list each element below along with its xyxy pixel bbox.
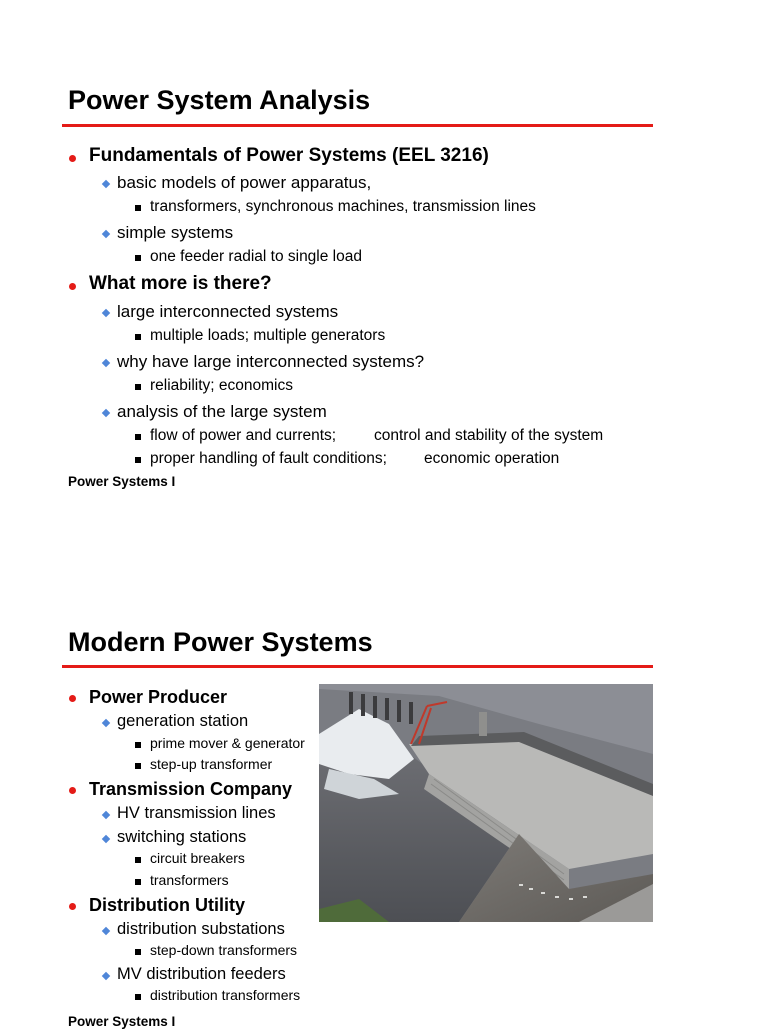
bullet-dot-icon [69,155,76,162]
square-bullet-icon [135,763,141,769]
bullet-level3: flow of power and currents; [150,427,337,444]
bullet-level2: why have large interconnected systems? [117,352,425,371]
slide-title: Modern Power Systems [68,627,373,657]
bullet-level2: generation station [117,712,249,730]
diamond-bullet-icon [102,972,110,980]
square-bullet-icon [135,949,141,955]
bullet-level1: Distribution Utility [89,895,245,915]
diamond-bullet-icon [102,719,110,727]
diamond-bullet-icon [102,409,110,417]
diamond-bullet-icon [102,359,110,367]
bullet-level3-continuation: control and stability of the system [374,427,604,444]
bullet-level3: prime mover & generator [150,735,305,751]
slide-footer: Power Systems I [68,474,176,489]
bullet-level3: one feeder radial to single load [150,248,362,265]
diamond-bullet-icon [102,180,110,188]
bullet-level2: distribution substations [117,920,285,938]
bullet-dot-icon [69,283,76,290]
bullet-level3-continuation: economic operation [424,450,560,467]
bullet-dot-icon [69,695,76,702]
bullet-level2: large interconnected systems [117,302,339,321]
square-bullet-icon [135,334,141,340]
bullet-level2: basic models of power apparatus, [117,173,372,192]
title-underline [62,124,653,127]
slide-footer: Power Systems I [68,1014,176,1029]
bullet-level3: multiple loads; multiple generators [150,327,386,344]
diamond-bullet-icon [102,230,110,238]
square-bullet-icon [135,255,141,261]
hydroelectric-dam-photo [319,684,653,922]
square-bullet-icon [135,457,141,463]
square-bullet-icon [135,205,141,211]
bullet-level2: MV distribution feeders [117,965,286,983]
diamond-bullet-icon [102,927,110,935]
square-bullet-icon [135,857,141,863]
bullet-dot-icon [69,787,76,794]
slide-title: Power System Analysis [68,85,371,115]
bullet-level1: What more is there? [89,273,272,294]
bullet-level2: HV transmission lines [117,804,276,822]
bullet-level2: analysis of the large system [117,402,327,421]
bullet-level2: switching stations [117,828,247,846]
square-bullet-icon [135,434,141,440]
diamond-bullet-icon [102,309,110,317]
diamond-bullet-icon [102,835,110,843]
bullet-level3: reliability; economics [150,377,293,394]
bullet-level1: Power Producer [89,687,228,707]
bullet-level3: distribution transformers [150,987,301,1003]
bullet-level3: transformers [150,872,229,888]
bullet-level3: step-down transformers [150,942,298,958]
square-bullet-icon [135,384,141,390]
square-bullet-icon [135,742,141,748]
square-bullet-icon [135,879,141,885]
square-bullet-icon [135,994,141,1000]
title-underline [62,665,653,668]
bullet-level1: Transmission Company [89,779,293,799]
bullet-level1: Fundamentals of Power Systems (EEL 3216) [89,145,489,166]
bullet-level2: simple systems [117,223,234,242]
bullet-dot-icon [69,903,76,910]
diamond-bullet-icon [102,811,110,819]
bullet-level3: proper handling of fault conditions; [150,450,387,467]
bullet-level3: step-up transformer [150,756,273,772]
bullet-level3: transformers, synchronous machines, transmission lines [150,198,536,215]
bullet-level3: circuit breakers [150,850,245,866]
